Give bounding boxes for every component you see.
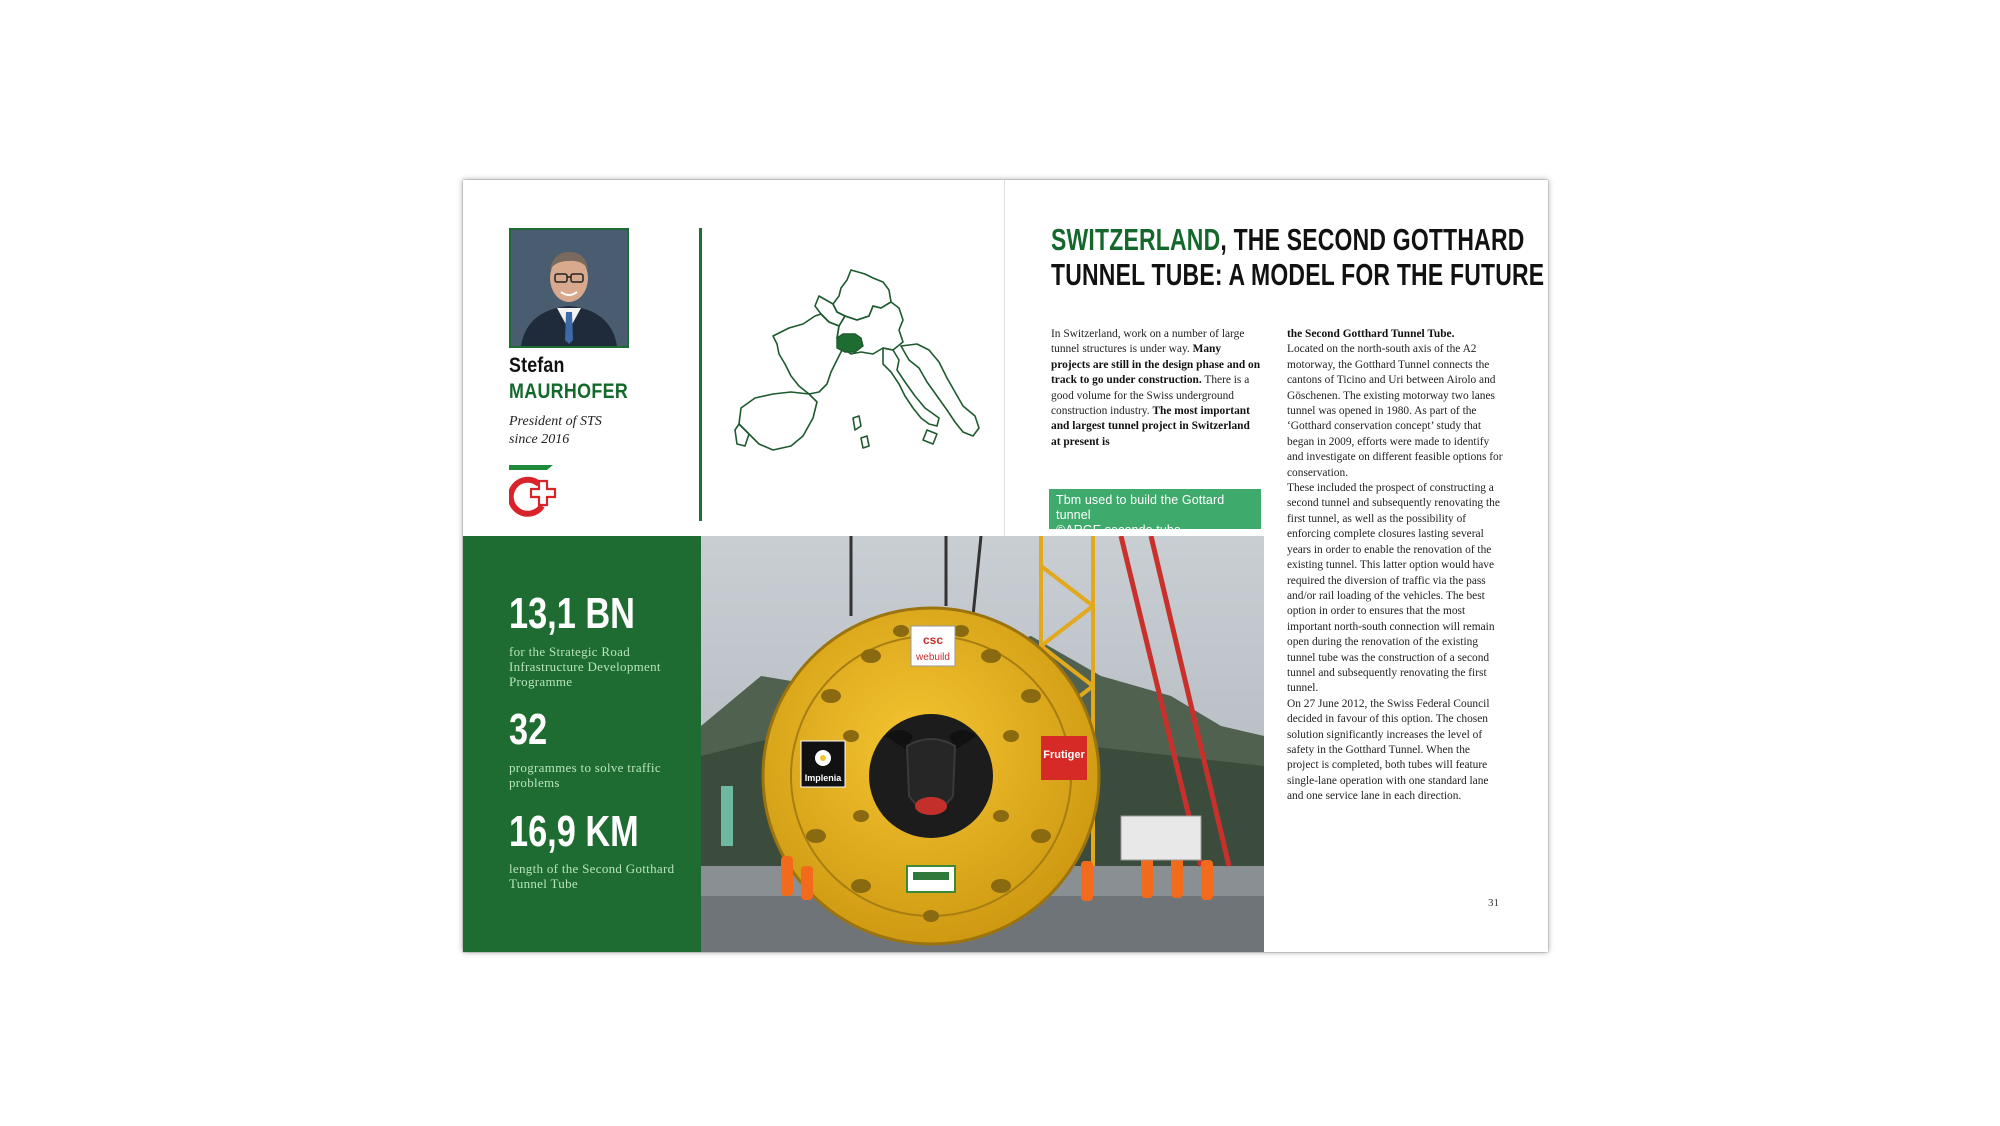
col1-intro: In Switzerland, work on a number of large tunnel structures is under way.: [1051, 328, 1245, 356]
title-line2: TUNNEL TUBE: A MODEL FOR THE FUTURE: [1051, 257, 1545, 292]
col2-bold-lead: the Second Gotthard Tunnel Tube.: [1287, 328, 1455, 340]
stat-value-length: 16,9 KM: [509, 807, 639, 856]
sts-logo: [509, 462, 565, 520]
caption-line-1: Tbm used to build the Gottard tunnel: [1056, 493, 1225, 522]
page-number: 31: [1488, 897, 1499, 909]
stat-desc-length: length of the Second Gotthard Tunnel Tube: [509, 861, 675, 891]
tbm-photo: [701, 536, 1264, 952]
brand-csc: csc: [922, 633, 944, 647]
person-role: [509, 413, 602, 449]
brand-frutiger: Frutiger: [1043, 749, 1085, 761]
stat-value-programmes: 32: [509, 705, 548, 754]
col1-mid: There is a good volume for the Swiss underground construction industry.: [1051, 374, 1250, 418]
col1-bold-2: The most important and largest tunnel project in Switzerland at present is: [1051, 405, 1250, 448]
caption-line-2: ©ARGE secondo tubo: [1056, 523, 1181, 537]
photo-caption: [1049, 489, 1261, 537]
brand-webuild: webuild: [916, 652, 950, 663]
vertical-divider: [699, 228, 702, 521]
stats-panel: [463, 536, 701, 952]
article-column-2: [1287, 327, 1503, 805]
stat-desc-programmes: programmes to solve traffic problems: [509, 760, 661, 790]
brochure-spread: [463, 180, 1548, 952]
article-column-1: [1051, 327, 1261, 450]
europe-map: [733, 268, 983, 494]
col2-paragraph-2: These included the prospect of constructing a second tunnel and subsequently renovating the first tunnel, as well as the possibility of enforcing complete closures lasting several years in order to enable the renovation of the existing tunnel. This latter option would have required the diversion of traffic via the pass and/or rail loading of the vehicles. The best option in order to ensures that the most important north-south connection will remain open during the renovation of the existing tunnel tube was the construction of a second tunnel and subsequently renovating the first tunnel.: [1287, 482, 1500, 695]
article-title: [1051, 222, 1545, 292]
role-line-2: since 2016: [509, 432, 570, 447]
title-rest-line1: , THE SECOND GOTTHARD: [1220, 222, 1525, 257]
person-last-name: MAURHOFER: [509, 380, 629, 403]
role-line-1: President of STS: [509, 414, 602, 429]
stat-value-budget: 13,1 BN: [509, 589, 635, 638]
stat-desc-budget: for the Strategic Road Infrastructure Development Programme: [509, 644, 661, 689]
person-first-name: Stefan: [509, 354, 565, 377]
title-highlight: SWITZERLAND: [1051, 222, 1221, 257]
col2-paragraph-3: On 27 June 2012, the Swiss Federal Council decided in favour of this option. The chosen solution significantly increases the level of safety in the Gotthard Tunnel. When the project is completed, both tubes will feature single-lane operation with one standard lane and one service lane in each direction.: [1287, 697, 1490, 803]
col1-bold-1: Many projects are still in the design phase and on track to go under construction.: [1051, 343, 1261, 387]
portrait-photo: [509, 228, 629, 348]
brand-implenia: Implenia: [804, 773, 842, 783]
col2-paragraph-1: Located on the north-south axis of the A2 motorway, the Gotthard Tunnel connects the cantons of Ticino and Uri between Airolo and Göschenen. The existing motorway two lanes tunnel was opened in 1980. As part of the ‘Gotthard conservation concept’ study that began in 2009, efforts were made to identify and investigate on different feasible options for conservation.: [1287, 343, 1503, 479]
